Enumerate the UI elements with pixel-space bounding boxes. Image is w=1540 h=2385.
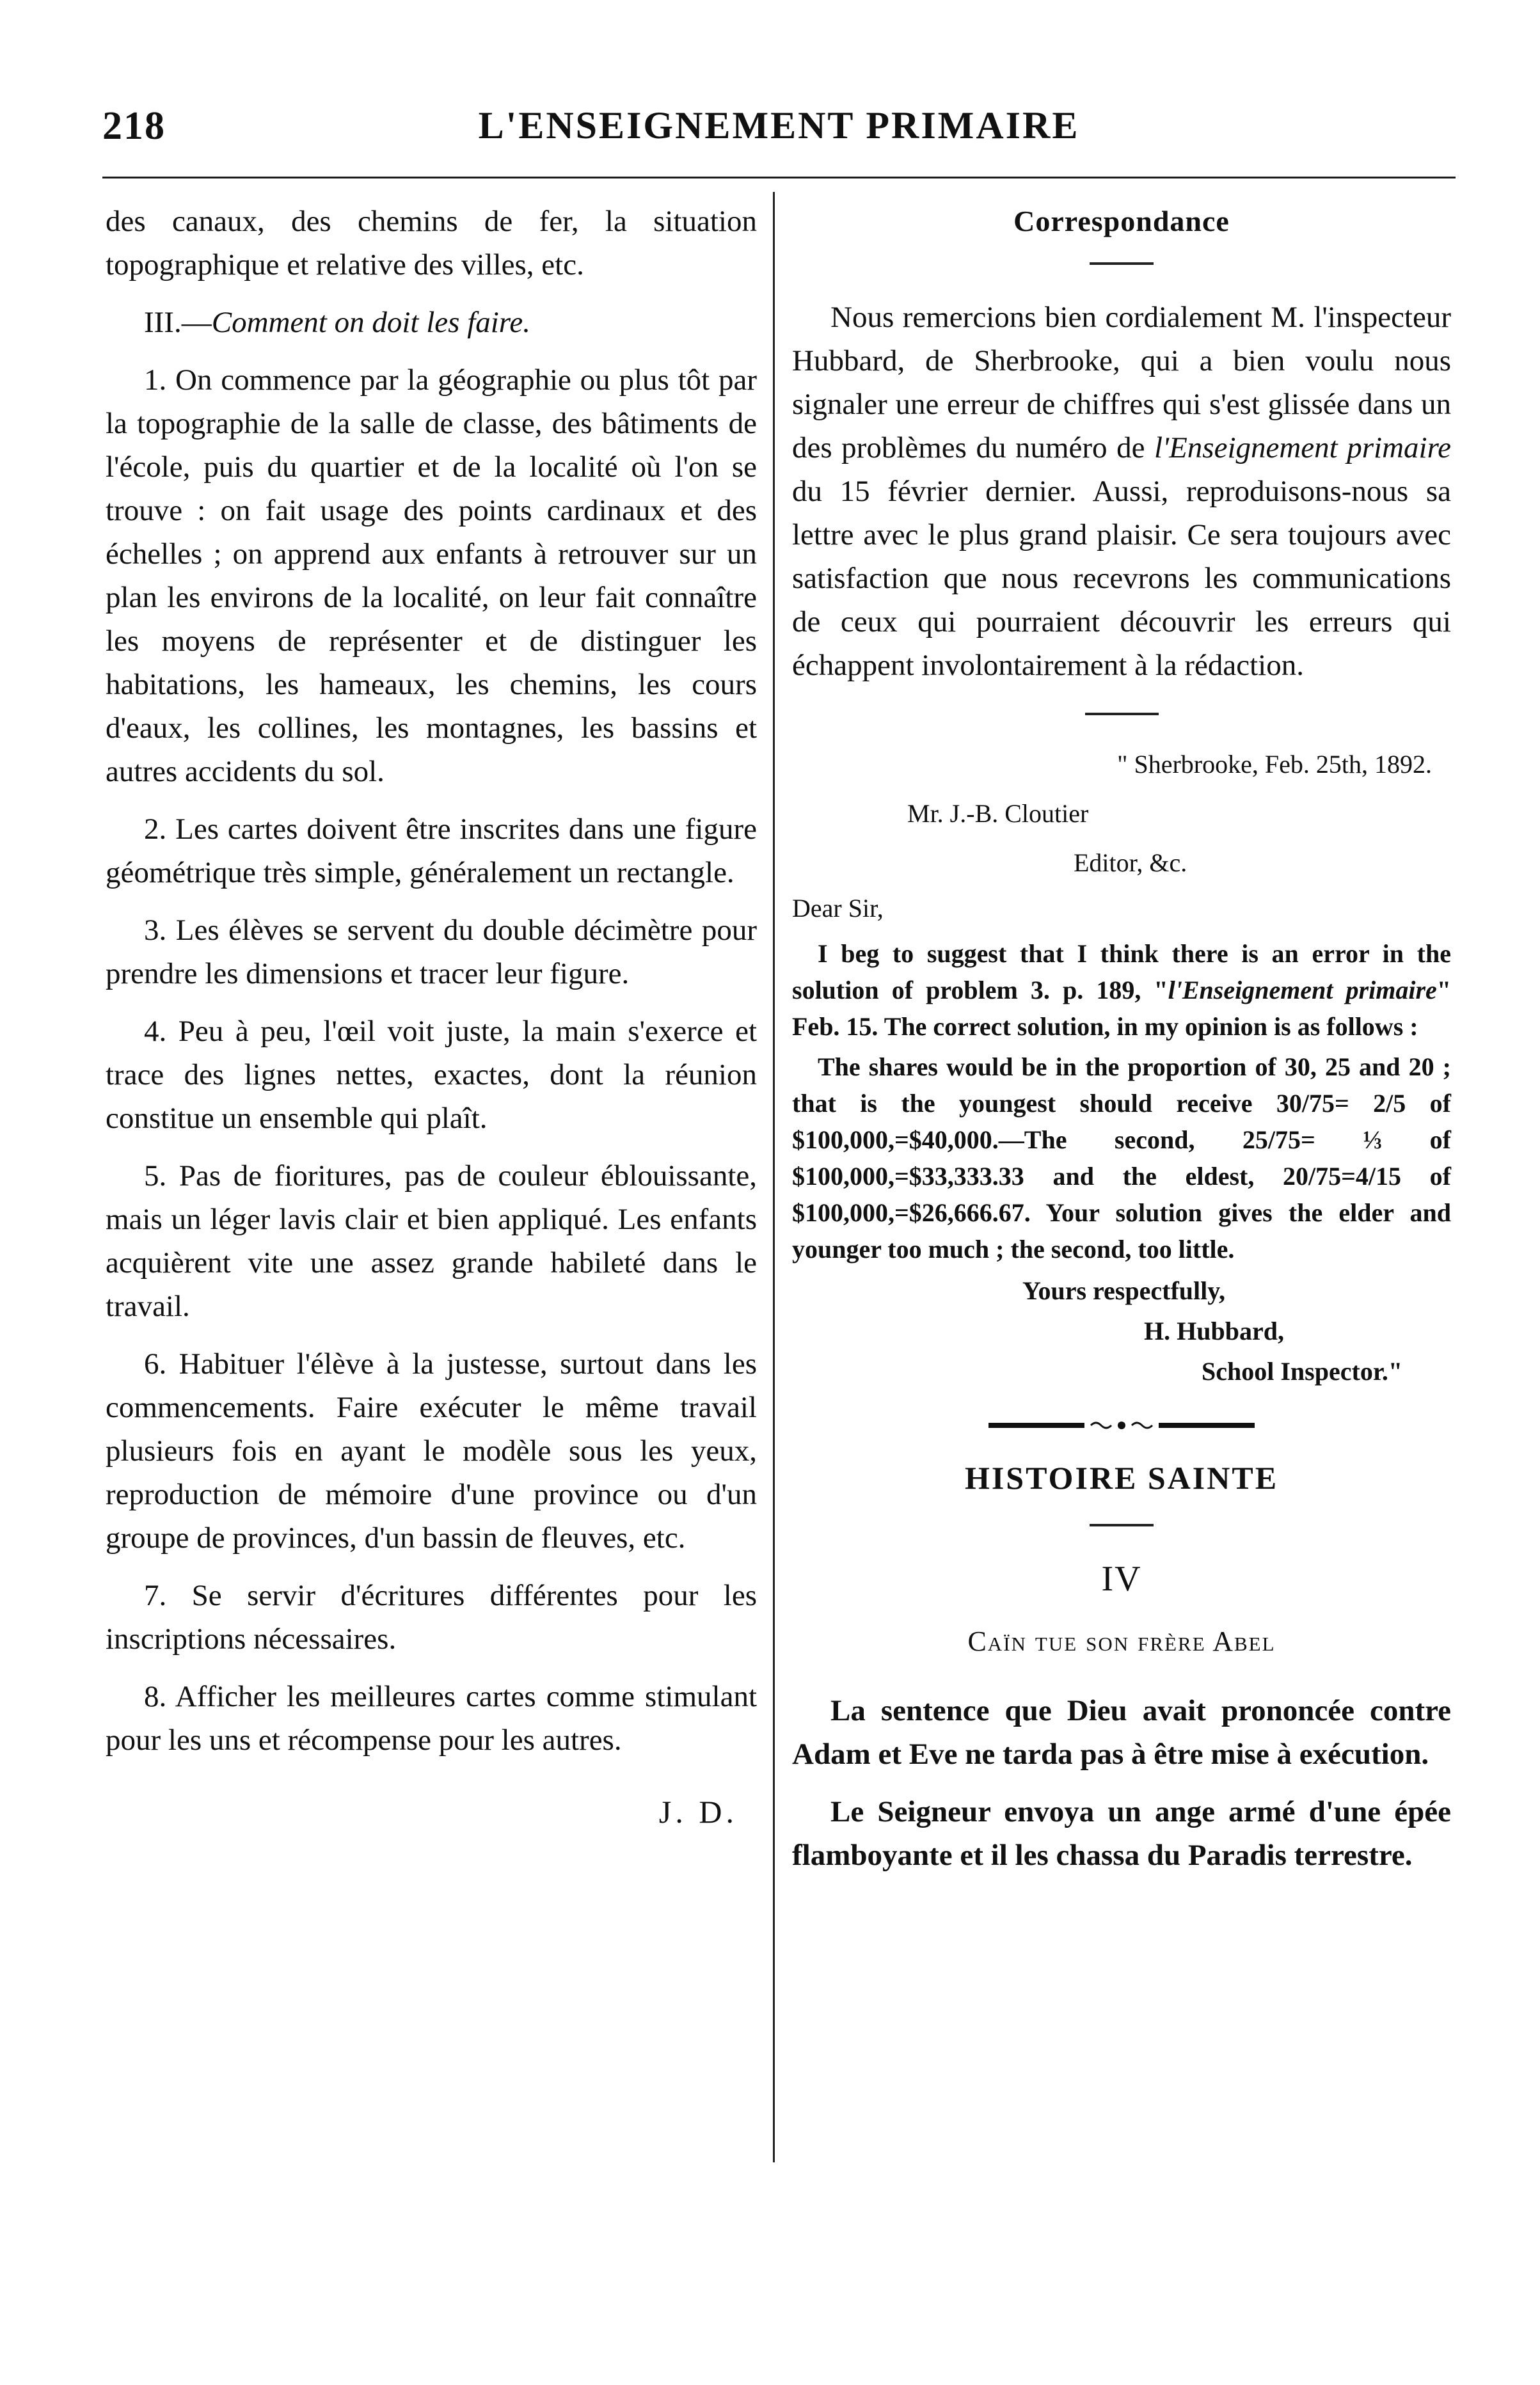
section-rule <box>1085 713 1159 715</box>
ornamental-divider <box>792 1418 1451 1433</box>
publication-name: l'Enseignement primaire <box>1168 976 1437 1004</box>
history-heading: HISTOIRE SAINTE <box>964 1460 1279 1496</box>
publication-name: l'Enseignement primaire <box>1154 431 1451 464</box>
left-column <box>106 200 757 1848</box>
intro-text: Nous remercions bien cordialement M. l'inspecteur Hubbard, de Sherbrooke, qui a bien voulu nous signaler une erreur de chiffres qui s'est glissée dans un des problèmes du numéro de <box>792 301 1451 464</box>
item-paragraph: 3. Les élèves se servent du double décimètre pour prendre les dimensions et tracer leur figure. <box>106 914 757 990</box>
correspondence-heading: Correspondance <box>1013 205 1230 237</box>
letter <box>792 746 1451 1390</box>
page-number: 218 <box>102 104 166 148</box>
column-divider <box>773 192 775 2162</box>
correspondence-intro <box>792 296 1451 687</box>
section-number: III.— <box>144 306 212 339</box>
item-paragraph: 6. Habituer l'élève à la justesse, surtout dans les commencements. Faire exécuter le même travail plusieurs fois en ayant le modèle sous les yeux, reproduction de mémoire d'une province ou d'un groupe de provinces, d'un bassin de fleuves, etc. <box>106 1347 757 1555</box>
author-signature: J. D. <box>658 1794 738 1830</box>
section-heading <box>106 301 757 344</box>
intro-text: du 15 février dernier. Aussi, reproduisons-nous sa lettre avec le plus grand plaisir. Ce sera toujours avec satisfaction que nous recevrons les communications de ceux qui pourraient découvrir les erreurs qui échappent involontairement à la rédaction. <box>792 475 1451 682</box>
item-paragraph: 1. On commence par la géographie ou plus tôt par la topographie de la salle de classe, des bâtiments de l'école, puis du quartier et de la localité où l'on se trouve : on fait usage des points cardinaux et des échelles ; on apprend aux enfants à retrouver sur un plan les environs de la localité, on leur fait connaître les moyens de représenter et de distinguer les habitations, les hameaux, les chemins, les cours d'eaux, les collines, les montagnes, les bassins et autres accidents du sol. <box>106 363 757 788</box>
item-paragraph: 7. Se servir d'écritures différentes pour les inscriptions nécessaires. <box>106 1579 757 1656</box>
item-paragraph: 4. Peu à peu, l'œil voit juste, la main s'exerce et trace des lignes nettes, exactes, dont la réunion constitue un ensemble qui plaît. <box>106 1015 757 1135</box>
header-rule <box>102 177 1456 178</box>
letter-closing: Yours respectfully, <box>1022 1276 1226 1305</box>
item-paragraph: 8. Afficher les meilleures cartes comme stimulant pour les uns et récompense pour les autres. <box>106 1680 757 1757</box>
letter-addressee: Mr. J.-B. Cloutier <box>907 799 1089 828</box>
letter-body <box>792 935 1451 1045</box>
ornament-bar <box>1159 1423 1255 1428</box>
running-title: L'ENSEIGNEMENT PRIMAIRE <box>478 104 1080 147</box>
page-header <box>102 77 1456 160</box>
item-paragraph: 2. Les cartes doivent être inscrites dans une figure géométrique très simple, généralement un rectangle. <box>106 812 757 889</box>
ornament-flourish <box>1090 1420 1154 1430</box>
item-paragraph: 5. Pas de fioritures, pas de couleur éblouissante, mais un léger lavis clair et bien appliqué. Les enfants acquièrent vite une assez grande habileté dans le travail. <box>106 1159 757 1323</box>
section-rule <box>1090 262 1154 265</box>
story-paragraph: La sentence que Dieu avait prononcée contre Adam et Eve ne tarda pas à être mise à exécution. <box>792 1694 1451 1771</box>
letter-date: " Sherbrooke, Feb. 25th, 1892. <box>1117 750 1432 779</box>
letter-salutation: Dear Sir, <box>792 894 884 923</box>
letter-body: The shares would be in the proportion of 30, 25 and 20 ; that is the youngest should receive 30/75= 2/5 of $100,000,=$40,000.—The second, 25/75= ⅓ of $100,000,=$33,333.33 and the eldest, 20/75=4/15 of $100,000,=$26,666.67. Your solution gives the elder and younger too much ; the second, too little. <box>792 1052 1451 1264</box>
letter-editor-line: Editor, &c. <box>1074 848 1187 877</box>
right-column <box>792 200 1451 1891</box>
chapter-number: IV <box>1101 1559 1142 1599</box>
section-title: Comment on doit les faire. <box>211 306 530 339</box>
letter-signer-name: H. Hubbard, <box>1144 1317 1284 1345</box>
intro-paragraph: des canaux, des chemins de fer, la situation topographique et relative des villes, etc. <box>106 205 757 281</box>
chapter-title: Caïn tue son frère Abel <box>967 1626 1276 1657</box>
section-rule <box>1090 1524 1154 1526</box>
letter-text: I beg to suggest that I think there is an error in the solution of problem 3. p. 189, " <box>792 939 1451 1004</box>
ornament-bar <box>988 1423 1084 1428</box>
story-paragraph: Le Seigneur envoya un ange armé d'une épée flamboyante et il les chassa du Paradis terrestre. <box>792 1795 1451 1872</box>
letter-signer-title: School Inspector." <box>1202 1357 1403 1386</box>
letter-text: " Feb. 15. The correct solution, in my opinion is as follows : <box>792 976 1451 1041</box>
